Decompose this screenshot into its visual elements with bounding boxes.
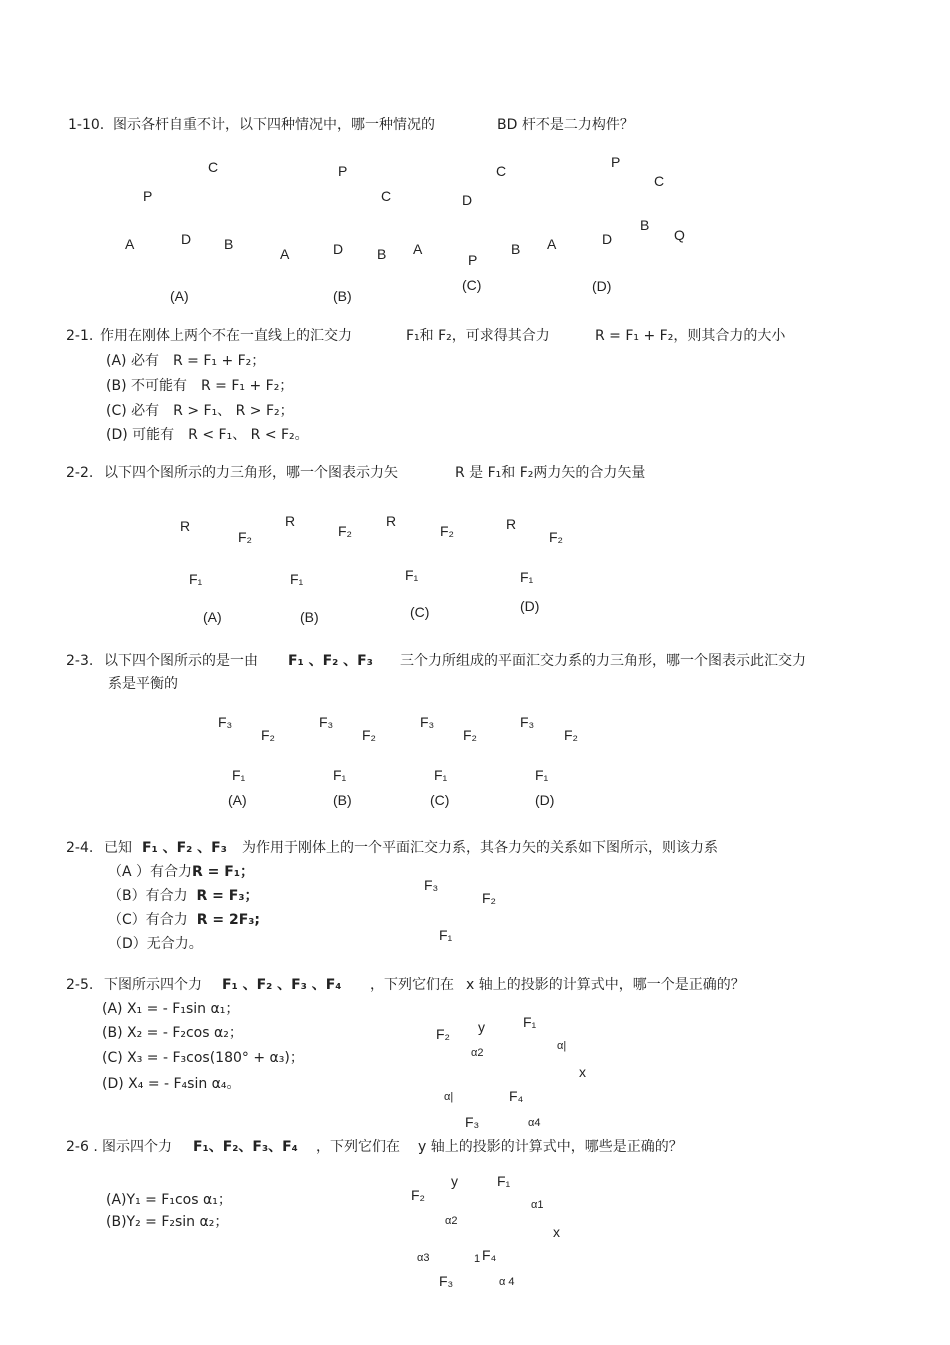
- q26-text-4: y 轴上的投影的计算式中，哪些是正确的？: [418, 1139, 683, 1155]
- option-text: X₂ = - F₂cos α₂；: [126, 1025, 243, 1041]
- option-mark: (A): [106, 353, 127, 369]
- q25-option-c: [102, 1049, 304, 1067]
- fig-label-alpha1: α1: [531, 1199, 544, 1211]
- option-mark: (D): [102, 1076, 124, 1092]
- fig-label-r: R: [506, 516, 517, 532]
- fig-label-r: R: [285, 513, 296, 529]
- fig-label-alpha2: α2: [471, 1047, 484, 1059]
- q26-text-2: F₁、F₂、F₃、F₄: [193, 1139, 298, 1155]
- option-text: X₃ = - F₃cos(180° + α₃)；: [127, 1050, 304, 1066]
- fig-caption: (B): [333, 288, 352, 304]
- option-text: 必有 R > F₁、 R > F₂；: [131, 403, 294, 419]
- q21-number: 2-1.: [66, 328, 94, 344]
- fig-label-f2: F₂: [482, 890, 496, 906]
- fig-label: C: [496, 163, 507, 179]
- fig-label-f1: F₁: [232, 767, 246, 783]
- option-mark: (B): [106, 1214, 127, 1230]
- option-mark: （A ）有合力: [108, 864, 193, 880]
- q21-text-2: F₁和 F₂，可求得其合力: [406, 328, 550, 344]
- q23-number: 2-3.: [66, 653, 94, 669]
- fig-label-f2: F₂: [463, 727, 477, 743]
- q23-text-2: F₁ 、F₂ 、F₃: [288, 653, 373, 669]
- option-text: 不可能有 R = F₁ + F₂；: [130, 378, 294, 394]
- fig-caption: (B): [300, 609, 319, 625]
- q24-text-2: F₁ 、F₂ 、F₃: [142, 840, 227, 856]
- fig-label: B: [377, 246, 387, 262]
- q24-option-a: [108, 863, 254, 881]
- option-formula: R = F₁；: [192, 864, 254, 880]
- fig-label-alpha1: α|: [557, 1040, 567, 1052]
- fig-label-y: y: [451, 1173, 458, 1189]
- q110-text: 图示各杆自重不计，以下四种情况中，哪一种情况的: [113, 117, 435, 133]
- fig-label: B: [511, 241, 521, 257]
- fig-label-f1: F₁: [189, 571, 203, 587]
- option-mark: (C): [102, 1050, 123, 1066]
- fig-label-f1: F₁: [535, 767, 549, 783]
- option-mark: (D): [106, 427, 128, 443]
- fig-label-f3: F₃: [424, 877, 439, 893]
- q110-text-2: BD 杆不是二力构件？: [497, 117, 634, 133]
- fig-label-f2: F₂: [238, 529, 252, 545]
- fig-label-f2: F₂: [261, 727, 275, 743]
- fig-label-alpha4: α 4: [499, 1276, 515, 1288]
- fig-label: A: [125, 236, 135, 252]
- fig-caption: (D): [520, 598, 540, 614]
- q25-option-a: [102, 1000, 239, 1018]
- option-mark: （D）无合力。: [108, 936, 203, 952]
- option-formula: R = F₃；: [196, 888, 259, 904]
- option-mark: (B): [102, 1025, 123, 1041]
- fig-caption: (A): [228, 792, 247, 808]
- q26-option-a: [106, 1191, 232, 1209]
- fig-label-f1: F₁: [497, 1173, 511, 1189]
- q25-option-d: [102, 1075, 241, 1093]
- fig-label-f2: F₂: [549, 529, 563, 545]
- fig-label: P: [143, 188, 153, 204]
- fig-label: D: [602, 231, 613, 247]
- q24-text-3: 为作用于刚体上的一个平面汇交力系，其各力矢的关系如下图所示，则该力系: [242, 840, 718, 856]
- fig-label: P: [468, 252, 478, 268]
- q23-text-4: 系是平衡的: [108, 676, 178, 692]
- fig-label: P: [611, 154, 621, 170]
- fig-label: D: [181, 231, 192, 247]
- fig-label-f3: F₃: [520, 714, 535, 730]
- q24-option-d: [108, 935, 203, 953]
- fig-label-f2: F₂: [338, 523, 352, 539]
- fig-caption: (D): [535, 792, 555, 808]
- q24-text: 已知: [104, 840, 132, 856]
- fig-label-r: R: [386, 513, 397, 529]
- fig-caption: (C): [430, 792, 450, 808]
- option-formula: R = 2F₃;: [196, 912, 260, 928]
- fig-label: B: [224, 236, 234, 252]
- fig-label-alpha3: α3: [417, 1252, 430, 1264]
- fig-label-f1: F₁: [523, 1014, 537, 1030]
- option-text: X₁ = - F₁sin α₁；: [126, 1001, 240, 1017]
- q110-number: 1-10.: [68, 117, 105, 133]
- fig-label: C: [208, 159, 219, 175]
- fig-label-f2: F₂: [411, 1187, 425, 1203]
- fig-label: A: [280, 246, 290, 262]
- option-mark: (A): [102, 1001, 123, 1017]
- q21-option-d: [106, 426, 309, 444]
- q25-text-4: x 轴上的投影的计算式中，哪一个是正确的？: [466, 977, 745, 993]
- q21-option-a: [106, 352, 265, 370]
- q26-number: 2-6 .: [66, 1139, 98, 1155]
- q25-option-b: [102, 1024, 243, 1042]
- fig-label-one: 1: [474, 1253, 481, 1265]
- fig-label: A: [547, 236, 557, 252]
- fig-caption: (D): [592, 278, 612, 294]
- fig-label: P: [338, 163, 348, 179]
- q25-number: 2-5.: [66, 977, 94, 993]
- fig-label-r: R: [180, 518, 191, 534]
- q26-text: 图示四个力: [102, 1139, 172, 1155]
- q21-option-c: [106, 402, 294, 420]
- fig-label-alpha2: α2: [445, 1215, 458, 1227]
- fig-caption: (C): [462, 277, 482, 293]
- q24-option-b: [108, 887, 258, 905]
- q25-text: 下图所示四个力: [104, 977, 202, 993]
- q26-text-3: ，下列它们在: [316, 1139, 400, 1155]
- fig-label-f4: F₄: [482, 1247, 497, 1263]
- fig-label-f2: F₂: [436, 1026, 450, 1042]
- fig-label: A: [413, 241, 423, 257]
- option-mark: （B）有合力: [108, 888, 188, 904]
- q25-text-2: F₁ 、F₂ 、F₃ 、F₄: [222, 977, 342, 993]
- fig-label-f3: F₃: [439, 1273, 454, 1289]
- fig-label-f1: F₁: [405, 567, 419, 583]
- fig-label-f1: F₁: [439, 927, 453, 943]
- fig-caption: (A): [203, 609, 222, 625]
- option-mark: (A): [106, 1192, 127, 1208]
- option-text: Y₂ = F₂sin α₂；: [126, 1214, 229, 1230]
- fig-label-f1: F₁: [434, 767, 448, 783]
- option-text: X₄ = - F₄sin α₄。: [128, 1076, 241, 1092]
- fig-label-f3: F₃: [218, 714, 233, 730]
- fig-label-f3: F₃: [420, 714, 435, 730]
- fig-label: D: [462, 192, 473, 208]
- fig-label: B: [640, 217, 650, 233]
- fig-label-f2: F₂: [564, 727, 578, 743]
- fig-caption: (A): [170, 288, 189, 304]
- fig-caption: (B): [333, 792, 352, 808]
- fig-label-f2: F₂: [362, 727, 376, 743]
- q23-text: 以下四个图所示的是一由: [104, 653, 258, 669]
- fig-label: C: [654, 173, 665, 189]
- q24-number: 2-4.: [66, 840, 94, 856]
- fig-label-f3: F₃: [465, 1114, 480, 1130]
- q22-text-2: R 是 F₁和 F₂两力矢的合力矢量: [455, 465, 646, 481]
- q24-option-c: [108, 911, 260, 929]
- fig-label: D: [333, 241, 344, 257]
- fig-label-f1: F₁: [333, 767, 347, 783]
- fig-label: C: [381, 188, 392, 204]
- fig-label-alpha3: α|: [444, 1091, 454, 1103]
- option-text: 必有 R = F₁ + F₂；: [130, 353, 266, 369]
- fig-label: Q: [674, 227, 685, 243]
- option-mark: （C）有合力: [108, 912, 188, 928]
- fig-caption: (C): [410, 604, 430, 620]
- q21-option-b: [106, 377, 293, 395]
- q26-option-b: [106, 1213, 228, 1231]
- fig-label-f4: F₄: [509, 1088, 524, 1104]
- q25-text-3: ，下列它们在: [370, 977, 454, 993]
- option-text: 可能有 R < F₁、 R < F₂。: [132, 427, 309, 443]
- option-text: Y₁ = F₁cos α₁；: [126, 1192, 232, 1208]
- fig-label-f1: F₁: [290, 571, 304, 587]
- fig-label-x: x: [579, 1064, 586, 1080]
- option-mark: (B): [106, 378, 127, 394]
- q21-text-3: R = F₁ + F₂，则其合力的大小: [595, 328, 786, 344]
- fig-label-alpha4: α4: [528, 1117, 541, 1129]
- option-mark: (C): [106, 403, 127, 419]
- q23-text-3: 三个力所组成的平面汇交力系的力三角形，哪一个图表示此汇交力: [400, 653, 806, 669]
- q22-number: 2-2.: [66, 465, 94, 481]
- fig-label-f3: F₃: [319, 714, 334, 730]
- q22-text: 以下四个图所示的力三角形，哪一个图表示力矢: [104, 465, 398, 481]
- fig-label-f2: F₂: [440, 523, 454, 539]
- fig-label-f1: F₁: [520, 569, 534, 585]
- fig-label-y: y: [478, 1019, 485, 1035]
- q21-text: 作用在刚体上两个不在一直线上的汇交力: [100, 328, 352, 344]
- fig-label-x: x: [553, 1224, 560, 1240]
